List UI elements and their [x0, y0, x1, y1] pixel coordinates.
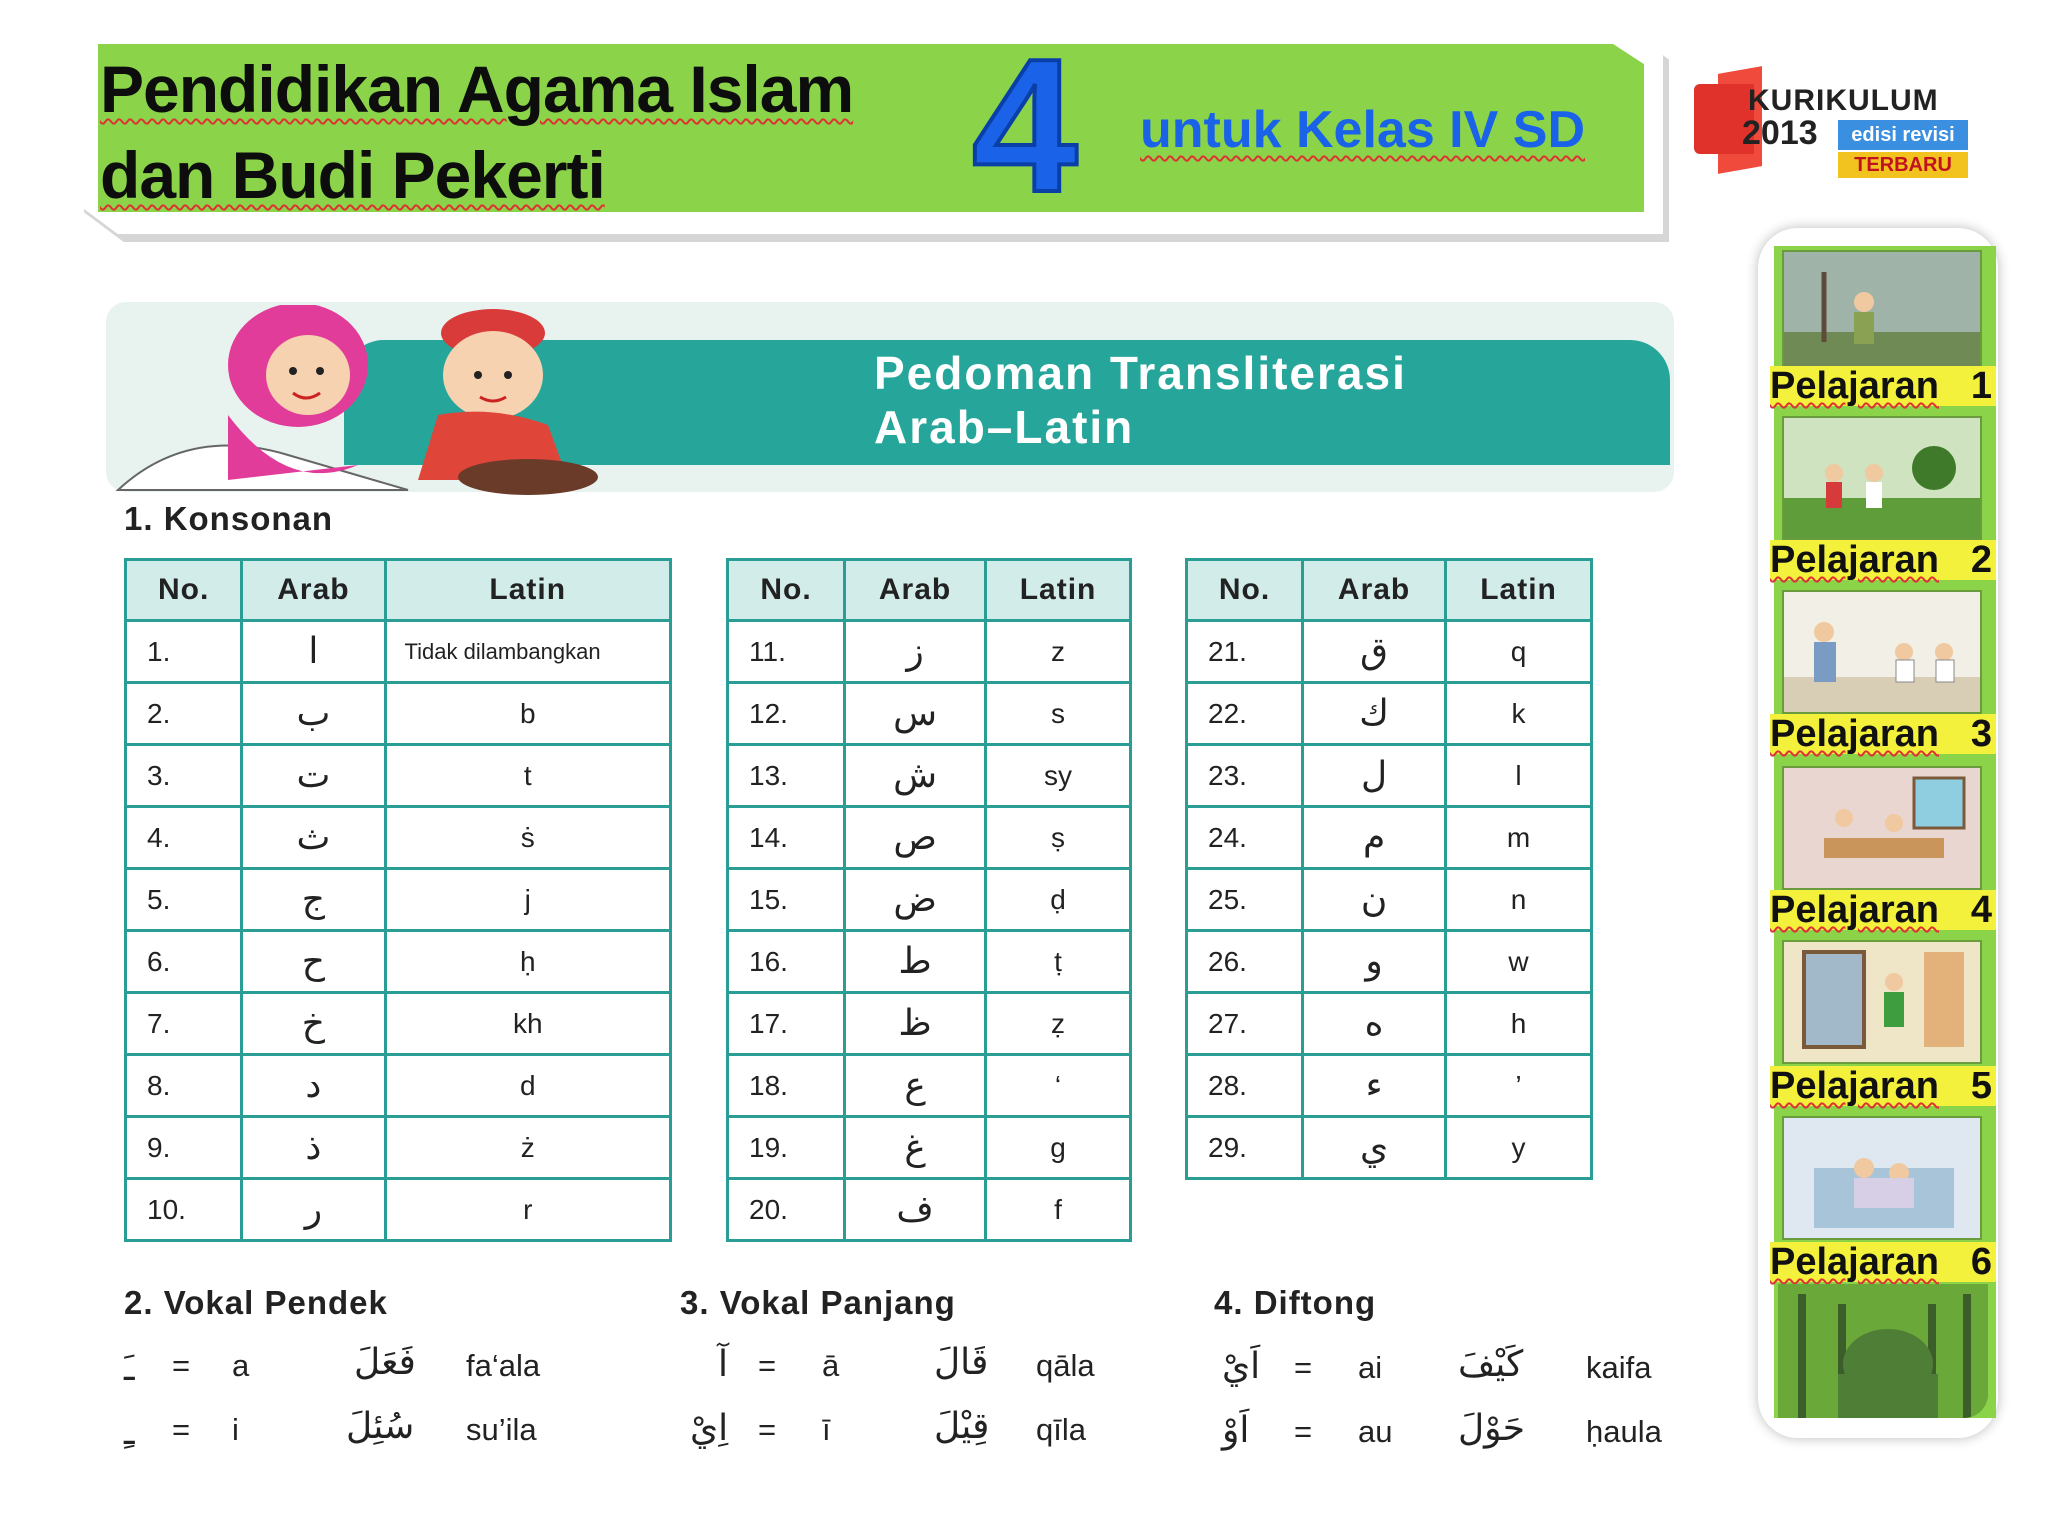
lesson-number: 6 [1970, 1241, 1992, 1283]
lesson-6-thumbnail[interactable] [1782, 1116, 1982, 1240]
cell-number: 14. [728, 807, 845, 869]
cell-latin: ḥ [385, 931, 670, 993]
cell-latin: kh [385, 993, 670, 1055]
table-row [1187, 1055, 1592, 1117]
cell-number: 16. [728, 931, 845, 993]
sidebar-item-lesson-4[interactable] [1770, 890, 1996, 930]
section-title-line2: Arab–Latin [874, 401, 1135, 453]
sidebar-item-lesson-3[interactable] [1770, 714, 1996, 754]
logo-year: 2013 [1742, 114, 1818, 152]
table-row [1187, 993, 1592, 1055]
cell-arabic: ش [845, 745, 986, 807]
book-number: 4 [972, 20, 1078, 232]
cell-latin: ḍ [986, 869, 1131, 931]
cell-arabic: ق [1303, 621, 1446, 683]
table-row [1187, 1117, 1592, 1179]
sidebar-item-lesson-1[interactable] [1770, 366, 1996, 406]
cell-number: 1. [126, 621, 242, 683]
vowel-latin: ai [1358, 1350, 1383, 1385]
table-row [126, 683, 671, 745]
cell-latin: Tidak dilambangkan [385, 621, 670, 683]
example-latin: qāla [1036, 1348, 1095, 1383]
book-title-line1: Pendidikan Agama Islam [100, 52, 854, 126]
table-row [126, 745, 671, 807]
example-latin: su’ila [466, 1412, 537, 1447]
table-row [728, 683, 1131, 745]
cell-number: 2. [126, 683, 242, 745]
lesson-number: 2 [1970, 539, 1992, 581]
cell-latin: sy [986, 745, 1131, 807]
equals-sign: = [172, 1348, 191, 1383]
cell-number: 13. [728, 745, 845, 807]
example-arabic: فَعَلَ [354, 1342, 416, 1383]
table-row [728, 745, 1131, 807]
lesson-4-thumbnail[interactable] [1782, 766, 1982, 890]
vowel-latin: a [232, 1348, 250, 1383]
children-illustration [108, 305, 598, 495]
lesson-number: 4 [1970, 889, 1992, 931]
table-row [728, 1055, 1131, 1117]
table-row [126, 869, 671, 931]
diftong-title: 4. Diftong [1214, 1284, 1377, 1321]
lesson-5-thumbnail[interactable] [1782, 940, 1982, 1064]
equals-sign: = [758, 1348, 777, 1383]
lesson-label-text: Pelajaran [1770, 889, 1939, 931]
section-title-line1: Pedoman Transliterasi [874, 347, 1407, 399]
konsonan-title: 1. Konsonan [124, 500, 334, 537]
vowel-mark: ـَ [124, 1348, 135, 1389]
table-row [126, 931, 671, 993]
vowel-latin: i [232, 1412, 239, 1447]
cell-number: 21. [1187, 621, 1303, 683]
cell-latin: m [1446, 807, 1592, 869]
cell-latin: ẓ [986, 993, 1131, 1055]
lesson-label-text: Pelajaran [1770, 1241, 1939, 1283]
column-header-no: No. [126, 560, 242, 621]
lesson-2-illustration [1784, 418, 1980, 538]
cell-number: 28. [1187, 1055, 1303, 1117]
konsonan-table-2 [726, 558, 1132, 1242]
kurikulum-logo [1694, 60, 1984, 180]
table-row [126, 993, 671, 1055]
table-row [728, 931, 1131, 993]
cell-latin: n [1446, 869, 1592, 931]
lesson-number: 5 [1970, 1065, 1992, 1107]
cell-number: 3. [126, 745, 242, 807]
table-row [1187, 683, 1592, 745]
cell-arabic: ب [242, 683, 385, 745]
vowel-latin: ī [822, 1412, 831, 1447]
lesson-4-illustration [1784, 768, 1980, 888]
cell-number: 26. [1187, 931, 1303, 993]
vowel-mark: اَوْ [1222, 1410, 1250, 1451]
table-row [1187, 931, 1592, 993]
logo-edition: edisi revisi [1838, 120, 1968, 150]
konsonan-table-1 [124, 558, 672, 1242]
vowel-latin: ā [822, 1348, 840, 1383]
cell-latin: ṣ [986, 807, 1131, 869]
lesson-1-illustration [1784, 252, 1980, 372]
example-arabic: قَالَ [934, 1342, 989, 1383]
cell-arabic: م [1303, 807, 1446, 869]
cell-arabic: ز [845, 621, 986, 683]
cell-arabic: غ [845, 1117, 986, 1179]
cell-arabic: ع [845, 1055, 986, 1117]
vowel-mark: اِيْ [690, 1408, 729, 1449]
logo-word: KURIKULUM [1748, 84, 1939, 117]
cell-arabic: ذ [242, 1117, 385, 1179]
book-title [100, 46, 853, 218]
vowel-mark: اَيْ [1222, 1346, 1261, 1387]
cell-arabic: ه [1303, 993, 1446, 1055]
cell-latin: b [385, 683, 670, 745]
cell-number: 12. [728, 683, 845, 745]
cell-arabic: ر [242, 1179, 385, 1241]
cell-arabic: ي [1303, 1117, 1446, 1179]
sidebar-item-lesson-6[interactable] [1770, 1242, 1996, 1282]
cell-latin: z [986, 621, 1131, 683]
column-header-latin: Latin [385, 560, 670, 621]
cell-number: 11. [728, 621, 845, 683]
cell-number: 17. [728, 993, 845, 1055]
cell-arabic: ث [242, 807, 385, 869]
example-latin: fa‘ala [466, 1348, 541, 1383]
cell-arabic: د [242, 1055, 385, 1117]
cell-number: 27. [1187, 993, 1303, 1055]
table-row [728, 1179, 1131, 1241]
table-row [728, 993, 1131, 1055]
cell-number: 15. [728, 869, 845, 931]
cell-latin: ṭ [986, 931, 1131, 993]
table-row [728, 1117, 1131, 1179]
sidebar-item-lesson-2[interactable] [1770, 540, 1996, 580]
cell-arabic: ص [845, 807, 986, 869]
lesson-5-illustration [1784, 942, 1980, 1062]
table-header-row [728, 560, 1131, 621]
cell-arabic: ض [845, 869, 986, 931]
cell-arabic: ل [1303, 745, 1446, 807]
cell-number: 23. [1187, 745, 1303, 807]
cell-arabic: ف [845, 1179, 986, 1241]
cell-number: 10. [126, 1179, 242, 1241]
cell-number: 18. [728, 1055, 845, 1117]
table-row [1187, 869, 1592, 931]
table-row [126, 1117, 671, 1179]
cell-number: 24. [1187, 807, 1303, 869]
vowel-mark: ـِ [124, 1412, 135, 1453]
equals-sign: = [1294, 1414, 1313, 1449]
lesson-label-text: Pelajaran [1770, 1065, 1939, 1107]
table-row [126, 1179, 671, 1241]
lesson-6-illustration [1784, 1118, 1980, 1238]
cell-arabic: س [845, 683, 986, 745]
cell-latin: ‘ [986, 1055, 1131, 1117]
equals-sign: = [172, 1412, 191, 1447]
cell-arabic: ظ [845, 993, 986, 1055]
cell-latin: h [1446, 993, 1592, 1055]
cell-latin: ’ [1446, 1055, 1592, 1117]
table-row [126, 807, 671, 869]
equals-sign: = [758, 1412, 777, 1447]
cell-latin: j [385, 869, 670, 931]
cell-arabic: خ [242, 993, 385, 1055]
cell-number: 22. [1187, 683, 1303, 745]
cell-latin: r [385, 1179, 670, 1241]
mosque-image [1778, 1284, 1988, 1418]
cell-number: 20. [728, 1179, 845, 1241]
banner-dotted-line [540, 458, 1670, 462]
cell-latin: q [1446, 621, 1592, 683]
cell-number: 29. [1187, 1117, 1303, 1179]
cell-arabic: ط [845, 931, 986, 993]
sidebar-item-lesson-5[interactable] [1770, 1066, 1996, 1106]
cell-arabic: ك [1303, 683, 1446, 745]
cell-arabic: ا [242, 621, 385, 683]
cell-number: 6. [126, 931, 242, 993]
cell-arabic: ح [242, 931, 385, 993]
lesson-label-text: Pelajaran [1770, 365, 1939, 407]
vowel-latin: au [1358, 1414, 1393, 1449]
book-title-line2: dan Budi Pekerti [100, 138, 605, 212]
vokal-panjang-title: 3. Vokal Panjang [680, 1284, 956, 1321]
lesson-3-illustration [1784, 592, 1980, 712]
cell-number: 5. [126, 869, 242, 931]
cell-latin: ż [385, 1117, 670, 1179]
cell-latin: ṡ [385, 807, 670, 869]
vowel-mark: آ [718, 1344, 729, 1385]
table-header-row [126, 560, 671, 621]
table-row [728, 807, 1131, 869]
column-header-latin: Latin [986, 560, 1131, 621]
cell-arabic: ج [242, 869, 385, 931]
cell-latin: k [1446, 683, 1592, 745]
cell-latin: w [1446, 931, 1592, 993]
lesson-number: 1 [1970, 365, 1992, 407]
cell-arabic: ت [242, 745, 385, 807]
example-arabic: حَوْلَ [1458, 1408, 1526, 1449]
lesson-label-text: Pelajaran [1770, 539, 1939, 581]
cell-latin: s [986, 683, 1131, 745]
table-row [126, 621, 671, 683]
konsonan-table-3 [1185, 558, 1593, 1180]
cell-number: 19. [728, 1117, 845, 1179]
column-header-arab: Arab [242, 560, 385, 621]
cell-number: 4. [126, 807, 242, 869]
cell-latin: g [986, 1117, 1131, 1179]
table-row [1187, 807, 1592, 869]
cell-latin: f [986, 1179, 1131, 1241]
logo-latest: TERBARU [1838, 152, 1968, 178]
cell-number: 8. [126, 1055, 242, 1117]
example-latin: kaifa [1586, 1350, 1652, 1385]
cell-arabic: ء [1303, 1055, 1446, 1117]
cell-latin: l [1446, 745, 1592, 807]
column-header-latin: Latin [1446, 560, 1592, 621]
cell-number: 25. [1187, 869, 1303, 931]
cell-arabic: و [1303, 931, 1446, 993]
cell-latin: y [1446, 1117, 1592, 1179]
table-row [1187, 621, 1592, 683]
example-arabic: قِيْلَ [934, 1406, 990, 1447]
cell-latin: t [385, 745, 670, 807]
column-header-arab: Arab [1303, 560, 1446, 621]
cell-latin: d [385, 1055, 670, 1117]
mosque-icon [1778, 1284, 1988, 1418]
section-title [874, 346, 1407, 454]
lesson-2-thumbnail[interactable] [1782, 416, 1982, 540]
vokal-pendek-title: 2. Vokal Pendek [124, 1284, 388, 1321]
table-row [728, 621, 1131, 683]
example-arabic: سُئِلَ [346, 1406, 415, 1447]
cell-arabic: ن [1303, 869, 1446, 931]
example-latin: qīla [1036, 1412, 1086, 1447]
lesson-number: 3 [1970, 713, 1992, 755]
lesson-1-thumbnail[interactable] [1782, 250, 1982, 374]
column-header-no: No. [728, 560, 845, 621]
equals-sign: = [1294, 1350, 1313, 1385]
example-latin: ḥaula [1586, 1414, 1662, 1449]
cell-number: 9. [126, 1117, 242, 1179]
table-row [1187, 745, 1592, 807]
lesson-3-thumbnail[interactable] [1782, 590, 1982, 714]
book-grade: untuk Kelas IV SD [1140, 101, 1585, 159]
table-header-row [1187, 560, 1592, 621]
column-header-no: No. [1187, 560, 1303, 621]
table-row [126, 1055, 671, 1117]
example-arabic: كَيْفَ [1458, 1344, 1524, 1385]
column-header-arab: Arab [845, 560, 986, 621]
table-row [728, 869, 1131, 931]
cell-number: 7. [126, 993, 242, 1055]
lesson-label-text: Pelajaran [1770, 713, 1939, 755]
